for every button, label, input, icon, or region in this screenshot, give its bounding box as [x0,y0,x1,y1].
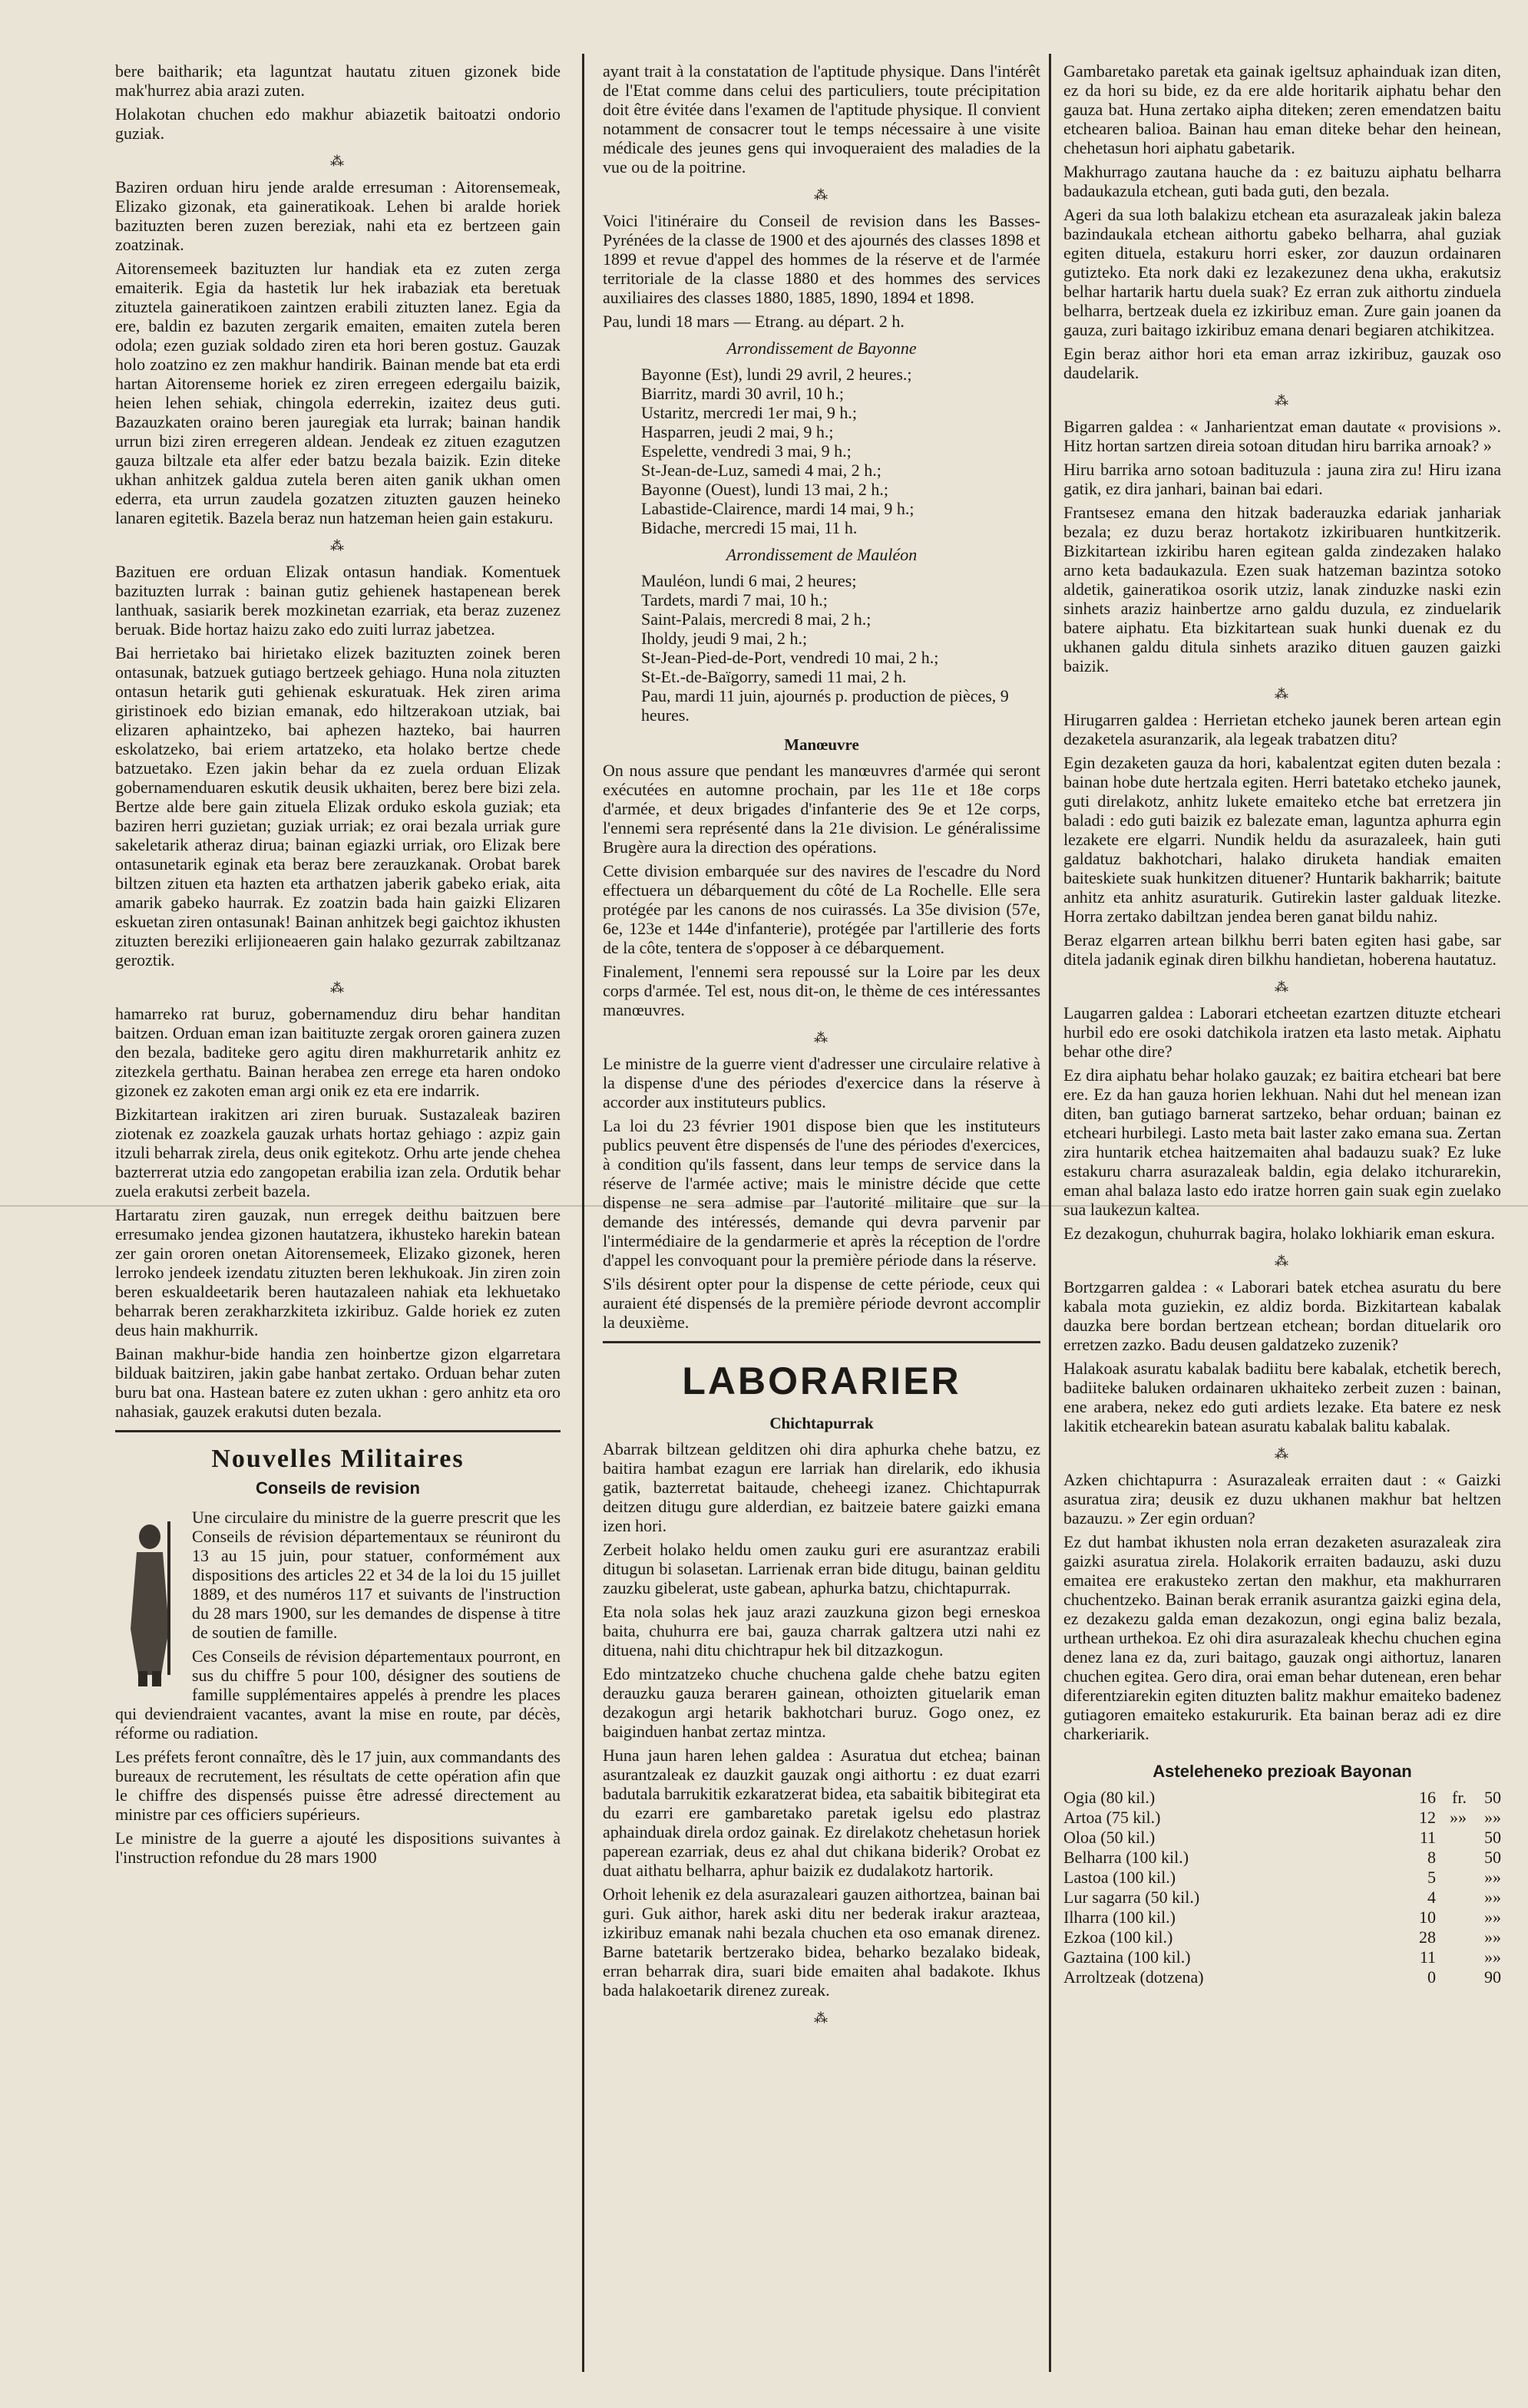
paragraph: Huna jaun haren lehen galdea : Asuratua dut etchea; bainan asurantzaleak ez dauzkit gauzak ongi aithortu : ez duat ezarri badutala barrukitik ezkaratzerat bidea, eta sabaitik bibitegirat eta du ezarri ere gambaretako paretak igelsu edo plastraz aphainduak direla ordoz gainak. Ez direlakotz chehetasun horiek paperean ezarriak, deus ez ahal dut chikana biderik? Orobat ez duat aithatu belharra, aphur baizik ez dudalakotz hartorik. [603,1746,1040,1880]
paragraph: La loi du 23 février 1901 dispose bien que les instituteurs publics peuvent être dispensés de l'une des périodes d'exercices, à condition qu'ils fassent, dans leur temps de service dans la réserve de l'armée active; mais le ministre décide que cette dispense ne sera admise par l'autorité militaire que sur la demande des intéressés, demande qui devra parvenir par l'intermédiaire de la gendarmerie et après la réception de l'ordre d'appel les convoquant pour la première période dans la réserve. [603,1116,1040,1270]
price-cents: »» [1484,1888,1501,1907]
asterism-ornament: ⁂ [1275,393,1290,408]
paragraph: Bai herrietako bai hirietako elizek bazituzten zoinek beren ontasunak, batzuek gutiago bertzeek gehiago. Huna nola zituzten ontasun hetarik guti gehienak eskuratuak. Hek ziren arima giristinoek edo bizian emanak, edo hiltzerakoan utziak, bai elizaren aphaintzeko, bai aphezen hazteko, bai haurren eskolatzeko, bai eriem artatzeko, eta holako bertze chede batzuetako. Ezen jakin behar da ez zuela orduan Elizak gobernamenduaren eskutik deusik ukhaiten, berez bere bizi zela. Bertze alde bere gain zituela Elizak orduko eskola guziak; eta baziren herri guzietan; guziak urriak; ez orai bezala urriak gure sakeletarik atheraz dirua; bainan egiazki urriak, oro Elizak bere ontasunetarik eginak eta beraz bere zerauzkanak. Orobat barek biltzen zituen eta hazten eta arthatzen jaberik gabeko eriak, aita amarik gabeko haurrak. Ez zoatzin bada hain gaizki Elizaren eskuetan ziren ontasunak! Bainan anhitzek begi gaichtoz ikhusten zituzten bereziki erlijioneaeren gain halako gezurrak zabiltzanaz geroztik. [115,643,561,969]
price-item: Lur sagarra (50 kil.) [1063,1888,1200,1907]
paragraph: Beraz elgarren artean bilkhu berri baten egiten hasi gabe, sar ditela jadanik eginak diren bilkhu handietan, hoberena hautatuz. [1063,930,1501,969]
schedule-list-mauleon [603,571,1040,725]
paragraph: Ces Conseils de révision départementaux pourront, en sus du chiffre 5 pour 100, désigner des soutiens de famille supplémentaires appelés à prendre les places qui deviendraient vacantes, avant la mise en route, par décès, réforme ou radiation. [115,1647,561,1742]
paragraph: Eta nola solas hek jauz arazi zauzkuna gizon begi erneskoa baita, chuhurra ere bai, gauza charrak galtzera utzi nahi ez dituena, nahi ditu chichtrapur hek bil ditzazkogun. [603,1602,1040,1660]
paragraph: Le ministre de la guerre vient d'adresser une circulaire relative à la dispense d'une des périodes d'exercice dans la réserve à accorder aux instituteurs publics. [603,1054,1040,1112]
price-value: 10 [1419,1908,1436,1927]
table-row [1063,1947,1501,1967]
paragraph: Abarrak biltzean gelditzen ohi dira aphurka chehe batzu, ez baitira hambat ezagun ere larriak han direlarik, edo ikhusia gatik, bazterretat baitaude, cheheegi izanez. Chichtapurrak deitzen ditugu gure alderdian, ez baitzeie batere gaizki emana izen hori. [603,1439,1040,1535]
asterism-ornament: ⁂ [814,2010,829,2026]
paragraph: hamarreko rat buruz, gobernamenduz diru behar handitan baitzen. Orduan eman izan baitituzte zergak ororen gainera zuzen den bezala, baditeke gero agitu diren makhurretarik anhitz ez zitezkela gerthatu. Bainan herabea zen errege eta haren ondoko gizonek ez zakoten eman argi onik ez eta ere indarrik. [115,1004,561,1100]
paragraph: Bazituen ere orduan Elizak ontasun handiak. Komentuek bazituzten lurrak : bainan gutiz gehienek hastapenean berek lanthuak, sasiarik berek mozkinetan ezarriak, eta beraz zuzenez beruak. Bide hortaz haizu zako edo zuiti lurraz jabetzea. [115,562,561,639]
price-value: 5 [1427,1868,1436,1887]
price-cents: »» [1484,1868,1501,1887]
paragraph: Le ministre de la guerre a ajouté les dispositions suivantes à l'instruction refondue du 28 mars 1900 [115,1828,561,1867]
asterism-ornament: ⁂ [330,154,346,169]
paragraph: Pau, lundi 18 mars — Etrang. au départ. 2 h. [603,312,905,331]
price-unit: fr. [1452,1788,1467,1807]
paragraph: Cette division embarquée sur des navires de l'escadre du Nord effectuera un débarquement du côté de La Rochelle. Elle sera protégée par les canons de nos cuirassés. La 35e division (57e, 6e, 123e et 144e d'infanterie), protégée par l'artillerie des forts de la côte, tentera de s'opposer à ce débarquement. [603,861,1040,957]
arrondissement-title: Arrondissement de Bayonne [726,339,917,358]
list-item: Hasparren, jeudi 2 mai, 9 h.; [641,422,834,441]
subsection-title-conseils: Conseils de revision [256,1478,420,1498]
price-value: 11 [1419,1828,1436,1847]
paragraph: Egin beraz aithor hori eta eman arraz izkiribuz, gauzak oso daudelarik. [1063,344,1501,382]
asterism-ornament: ⁂ [1275,1446,1290,1462]
paragraph: Hiru barrika arno sotoan badituzula : jauna zira zu! Hiru izana gatik, ez dira janhari, bainan bai edari. [1063,460,1501,498]
section-title-laborarier: LABORARIER [682,1359,961,1402]
paragraph: Une circulaire du ministre de la guerre prescrit que les Conseils de révision départementaux se réuniront du 13 au 15 juin, pour statuer, conformément aux dispositions des articles 22 et 34 de la loi du 15 juillet 1889, et des numéros 117 et suivants de l'instruction du 28 mars 1900, sur les demandes de dispense à titre de soutien de famille. [192,1508,561,1642]
list-item: Iholdy, jeudi 9 mai, 2 h.; [641,629,808,648]
list-item: Bayonne (Ouest), lundi 13 mai, 2 h.; [641,480,889,499]
column-rule [582,54,584,2372]
price-value: 28 [1419,1927,1436,1947]
paragraph: Zerbeit holako heldu omen zauku guri ere asurantzaz erabili ditugun bi solasetan. Larrienak erran bide ditugu, bainan gelditu zauzku gibelerat, uste gabean, aphurka batzu, chichtapurrak. [603,1540,1040,1597]
price-cents: 50 [1484,1848,1501,1867]
paragraph: Baziren orduan hiru jende aralde erresuman : Aitorensemeak, Elizako gizonak, eta gaineratikoak. Lehen bi aralde horiek bazituzten beren zuzen bereziak, nahi eta ez bertzeen gain zoatzinak. [115,177,561,254]
column-2 [603,61,1040,2034]
table-row [1063,1908,1501,1927]
paragraph: Les préfets feront connaître, dès le 17 juin, aux commandants des bureaux de recrutement, les résultats de cette opération afin que le chiffre des dispensés puisse être adressé directement au ministre par ces officiers supérieurs. [115,1747,561,1824]
paragraph: Makhurrago zautana hauche da : ez baituzu aiphatu belharra badaukazula etchean, guti bada guti, den bezala. [1063,162,1501,200]
paragraph: Finalement, l'ennemi sera repoussé sur la Loire par les deux corps d'armée. Tel est, nous dit-on, le thème de ces intéressantes manœuvres. [603,962,1040,1019]
price-unit [1436,1868,1467,1888]
table-row [1063,1828,1501,1848]
price-item: Ilharra (100 kil.) [1063,1908,1176,1927]
price-value: 12 [1419,1808,1436,1827]
schedule-list-bayonne [603,365,1040,537]
paragraph: ayant trait à la constatation de l'aptitude physique. Dans l'intérêt de l'Etat comme dans celui des particuliers, toute précipitation doit être évitée dans l'examen de l'aptitude physique. Il convient notamment de consacrer tout le temps nécessaire à une visite médicale des jeunes gens qui invoqueraient des maladies de la vue ou de la poitrine. [603,61,1040,177]
price-unit [1436,1967,1467,1987]
paragraph: Frantsesez emana den hitzak baderauzka edariak janhariak bezala; ez duzu beraz hortakotz izkiribuaren huntkitzerik. Bizkitartean izkiribu haren egitean galda zindezaken halako arno keta badaukazula. Ezen suak hatzeman bazintza sotoko aldetik, gaineratikoa osorik utziz, lanak zinduzke naski ezin sinhets araziz hainbertze arno galdu duzula, ez zinduelarik batere aiphatu. Eta bizkitartean suak hunki duenak ez du ukhanen galdu ditulа sinhets araziko dituen gauzen gaizki baizik. [1063,503,1501,675]
soldier-illustration [115,1514,184,1690]
price-unit [1436,1848,1467,1868]
paragraph: Gambaretako paretak eta gainak igeltsuz aphainduak izan diten, ez da hori su bide, ez da ere alde horitarik aiphatu behar den gauza bat. Huna zertako aipha diteken; zeren emendatzen baitu etchearen balioa. Bainan hau eman diteke behar den heinean, chehetasun hori aiphatu gabetarik. [1063,61,1501,157]
price-cents: 90 [1484,1967,1501,1987]
paragraph: Ageri da sua loth balakizu etchean eta asurazaleak jakin baleza bazindaukala etchean aithortu gabeko belharra, ahal guziak egiten dituela, estakuru horri esker, zor dauzun ordainaren gutizteko. Eta nork daki ez lezakezunez dena ukha, erakutsiz belhar hartarik hartu duela suak? Ez erran zuk aithortu zinduela belharra, bertzeak duela ez izkiribuz eman. Zure gain joanen da gauza, zuri baitago izkiribuz emana denari begiaren atchikitzea. [1063,205,1501,339]
asterism-ornament: ⁂ [1275,1254,1290,1269]
paragraph: bere baitharik; eta laguntzat hautatu zituen gizonek bide mak'hurrez abia arazi zuten. [115,61,561,100]
price-cents: »» [1484,1908,1501,1927]
section-divider [115,1430,561,1432]
price-item: Gaztaina (100 kil.) [1063,1947,1191,1967]
asterism-ornament: ⁂ [814,187,829,203]
list-item: St-Jean-de-Luz, samedi 4 mai, 2 h.; [641,461,881,480]
price-item: Ogia (80 kil.) [1063,1788,1156,1807]
price-cents: 50 [1484,1788,1501,1807]
price-unit [1436,1947,1467,1967]
table-row [1063,1788,1501,1808]
price-unit: »» [1450,1808,1467,1827]
list-item: St-Et.-de-Baïgorry, samedi 11 mai, 2 h. [641,667,907,686]
table-row [1063,1888,1501,1908]
paragraph: S'ils désirent opter pour la dispense de cette période, ceux qui auraient été dispensés de la première période devront accomplir la deuxième. [603,1274,1040,1332]
column-1 [115,61,561,1871]
paragraph: Ez dezakogun, chuhurrak bagira, holako lokhiarik eman eskura. [1063,1224,1496,1243]
paragraph: Egin dezaketen gauza da hori, kabalentzat egiten duten bezala : bainan hobe dute hertzala egiten. Herri batetako etcheko jaunek, guti direlakotz, anhitz lukete emaiteko etche bat erretzera jin baladi : edo guti baizik ez balezate eman, laguntza aphurra egin lezakete ere elgarri. Nundik heldu da asurazaleek, hain guti galdatuz bakhotchari, halako diruketa handiak emaiten baiteskiete suak hunkitzen dituener? Huntarik bakharrik; baitute anhitz eta anhitz asuraturik. Gutirekin laster galduak litezke. Horra zertako dabiltzan jendea beren ganat bildu nahiz. [1063,753,1501,926]
price-cents: »» [1484,1808,1501,1827]
subsection-title-chichtapurrak: Chichtapurrak [769,1414,874,1432]
price-value: 4 [1427,1888,1436,1907]
asterism-ornament: ⁂ [330,538,346,553]
price-item: Arroltzeak (dotzena) [1063,1967,1204,1987]
price-cents: »» [1484,1947,1501,1967]
section-title-manoeuvre: Manœuvre [784,735,859,754]
table-row [1063,1927,1501,1947]
table-row [1063,1848,1501,1868]
column-rule [1049,54,1051,2372]
list-item: St-Jean-Pied-de-Port, vendredi 10 mai, 2 h.; [641,648,939,667]
table-row [1063,1808,1501,1828]
asterism-ornament: ⁂ [330,980,346,996]
price-item: Oloa (50 kil.) [1063,1828,1156,1847]
paragraph: On nous assure que pendant les manœuvres d'armée qui seront exécutées en automne prochain, par les 11e et 18e corps d'armée, et deux brigades d'infanterie des 9e et 12e corps, l'ennemi sera représenté dans la 21e division. Le généralissime Brugère aura la direction des opérations. [603,761,1040,857]
list-item: Espelette, vendredi 3 mai, 9 h.; [641,441,852,461]
asterism-ornament: ⁂ [1275,979,1290,995]
price-value: 0 [1427,1967,1436,1987]
prices-title: Asteleheneko prezioak Bayonan [1153,1762,1412,1781]
table-row [1063,1967,1501,1987]
price-unit [1436,1828,1467,1848]
price-item: Ezkoa (100 kil.) [1063,1927,1173,1947]
list-item: Bidache, mercredi 15 mai, 11 h. [641,518,858,537]
list-item: Biarritz, mardi 30 avril, 10 h.; [641,384,844,403]
paragraph: Orhoit lehenik ez dela asurazaleari gauzen aithortzea, bainan bai guri. Guk aithor, harek aski ditu ner bederak irakur arazteaa, izkiribuz emanak nahi bezala chuchen eta oso emanak direnez. Barne batetarik bertzerako bidea, beharko bezalako bideak, erran beharrak dira, suari bide emaiten ahal badakote. Ikhus bada halakoetarik direnez zureak. [603,1884,1040,2000]
list-item: Ustaritz, mercredi 1er mai, 9 h.; [641,403,858,422]
list-item: Saint-Palais, mercredi 8 mai, 2 h.; [641,609,871,629]
paragraph: Edo mintzatzeko chuche chuchena galde chehe batzu egiten derauzku gauza berarен gainean, othoizten gituelarik eman dezakogun argi hetarik bakhotchari buruz. Gogo onez, ez baiginduen hanbat zertaz mintza. [603,1664,1040,1741]
section-title-nouvelles-militaires: Nouvelles Militaires [211,1445,465,1473]
paragraph: Aitorensemeek bazituzten lur handiak eta ez zuten zerga emaiterik. Egia da hastetik lur hek irabaziak eta beretuak zituztela gaineratikoen zaintzen erabili zituzten lanez. Egia da ere, baldin ez bazuten zergarik emaiten, emaiten zutela beren odola; ezen guziak soldado ziren eta hori beren gostuz. Gauzak holo zoatzino ez zen makhur handirik. Bainan mende bat eta erdi hartan Aitorenseme horiek ez ziren erregeen edergailu baizik, heien lehen sehiak, chingola ederrekin, izaitez deus guti. Bazauzkaten oraino beren jauregiak eta lurrak; bainan handik urrun bizi ziren erregeren aldean. Jendeak ez zituen ezagutzen gauza biltzale eta alfer eder batzu bezala baizik. Ezin diteke ukhan anhitzek galdua zutela beren aiten ganik ukhan omen ederra, eta urrun zaudela gozatzen zituzten gauzen heineko lanaren egitetik. Bazela beraz nun hatzeman heien gain estakuru. [115,259,561,527]
price-unit [1436,1908,1467,1927]
price-unit [1436,1888,1467,1908]
price-value: 16 [1419,1788,1436,1807]
asterism-ornament: ⁂ [814,1030,829,1045]
price-unit [1436,1927,1467,1947]
paragraph: Hartaratu ziren gauzak, nun erregek deithu baitzuen bere erresumako jendea gizonen hautatzera, ikhusteko harekin batean zer gain ororen onetan Aitorensemeek, Elizako gizonek, heren lerroko jendeek izendatu zituzten beren lekhukoak. Jin ziren zoin beren eskualdeetarik beren hautazaleen nahiak eta lekhuetako beharrak beren zerakharzkiteta izkiribuz. Galde horiek ez zuten deus hain makhurrik. [115,1205,561,1339]
list-item: Labastide-Clairence, mardi 14 mai, 9 h.; [641,499,914,518]
price-value: 11 [1419,1947,1436,1967]
paragraph: Voici l'itinéraire du Conseil de revision dans les Basses-Pyrénées de la classe de 1900 et des ajournés des classes 1898 et 1899 et revue d'appel des hommes de la réserve et de l'armée territoriale de la classe 1880 et des hommes des services auxiliaires des classes 1880, 1885, 1890, 1894 et 1898. [603,211,1040,307]
price-item: Artoa (75 kil.) [1063,1808,1161,1827]
paragraph: Ez dut hambat ikhusten nola erran dezaketen asurazaleak zira gaizki asuratua zirela. Holakorik erraiten badauzu, aski duzu emaitea ere erakusteko zertan den makhur, eta makhurraren chuchentzeko. Bainan berak erranik asurantza gaizki egina dela, ez dezakezu galda eman dezakozun, ongi egina baliz bezala, urthean urthekoa. Ez ohi dira asurazaleak khechu chuchen egina denez lana ez da, zuri baitago, gauzak ongi aithortuz, lanaren chuchen egitea. Gero dira, orai eman behar dutenean, eren behar diferentziarekin egiten dituzten balitz makhur emaiteko badenez gutiagoren emaiteko estakururik. Eta bainan beraz adi ez dire charkeriarik. [1063,1532,1501,1743]
asterism-ornament: ⁂ [1275,686,1290,702]
paragraph: Ez dira aiphatu behar holako gauzak; ez baitira etcheari bat bere ere. Ez da han gauza horien lekhuan. Nahi dut hel menean izan diten, ban gutiago barnerat sartzeko, behar orduan; bainan ez etcheari hurbilegi. Lasto meta bait laster zako emana sua. Zertan zira huntarik etchea haitzemaiten ahal badauzu suak? Ez luke estakuru charra asurazaleak baldin, egia delako itchurarekin, eman ahal balaza lasto edo iratze horren gain suak egin zuelako sua laukezun kaltea. [1063,1065,1501,1219]
price-cents: 50 [1484,1828,1501,1847]
price-item: Lastoa (100 kil.) [1063,1868,1176,1887]
paragraph: Holakotan chuchen edo makhur abiazetik baitoatzi ondorio guziak. [115,104,561,143]
paragraph: Halakoak asuratu kabalak badiitu bere kabalak, etchetik berech, badiiteke baluken ordainaren ukhaiteko zerbeit zuzen : bainan, ene arabera, nekez edo guti ardiets lezake. Eta batere ez nesk lakitik etchearekin batean asuratu kabalak balitu kabalak. [1063,1359,1501,1435]
list-item: Bayonne (Est), lundi 29 avril, 2 heures.; [641,365,912,384]
table-row [1063,1868,1501,1888]
arrondissement-title: Arrondissement de Mauléon [726,545,918,564]
list-item: Pau, mardi 11 juin, ajournés p. production de pièces, 9 heures. [641,686,1009,725]
paragraph: Azken chichtapurra : Asurazaleak erraiten daut : « Gaizki asuratua zira; deusik ez duzu ukhanen makhur bat heltzen bazauzu. » Zer egin orduan? [1063,1470,1501,1528]
paragraph: Bizkitartean irakitzen ari ziren buruak. Sustazaleak baziren ziotenak ez zoazkela gauzak urhats hortaz gehiago : azpiz gain itzuli beharrak zirela, deus onik egitekotz. Orhu arte jende chehea bazterrerat utzia edo zangopetan erabilia izan zela. Ordutik behar zuela erakutsi zerbeit bazela. [115,1105,561,1201]
paragraph: Laugarren galdea : Laborari etcheetan ezartzen dituzte etcheari hurbil edo ere osoki datchikola iratzen eta lasto metak. Aiphatu behar othe dire? [1063,1003,1501,1061]
paragraph: Bortzgarren galdea : « Laborari batek etchea asuratu du bere kabala mota guziekin, ez aldiz borda. Bizkitartean kabalak dauzka bere bordan bertzean etchean; bordan dituelarik oro erretzen zazko. Badu deusen galdatzeko zuzenik? [1063,1277,1501,1354]
section-divider [603,1341,1040,1343]
prices-table [1063,1788,1501,1987]
price-item: Belharra (100 kil.) [1063,1848,1189,1867]
paragraph: Bainan makhur-bide handia zen hoinbertze gizon elgarretara bilduak baitziren, jakin gabe hanbat zertako. Orduan behar zuten buru bat ona. Hastean batere ez zuten ukhan : gero anhitz eta oro nahasiak, gauzek erakutsi duten bezala. [115,1344,561,1421]
list-item: Tardets, mardi 7 mai, 10 h.; [641,590,828,609]
column-3 [1063,61,1501,1987]
paragraph: Bigarren galdea : « Janharientzat eman dautate « provisions ». Hitz hortan sartzen direia sotoan ditudan hiru barrika arnoak? » [1063,417,1501,455]
paragraph: Hirugarren galdea : Herrietan etcheko jaunek beren artean egin dezaketela asuranzarik, ala legeak trabatzen ditu? [1063,710,1501,748]
list-item: Mauléon, lundi 6 mai, 2 heures; [641,571,857,590]
price-value: 8 [1427,1848,1436,1867]
price-cents: »» [1484,1927,1501,1947]
